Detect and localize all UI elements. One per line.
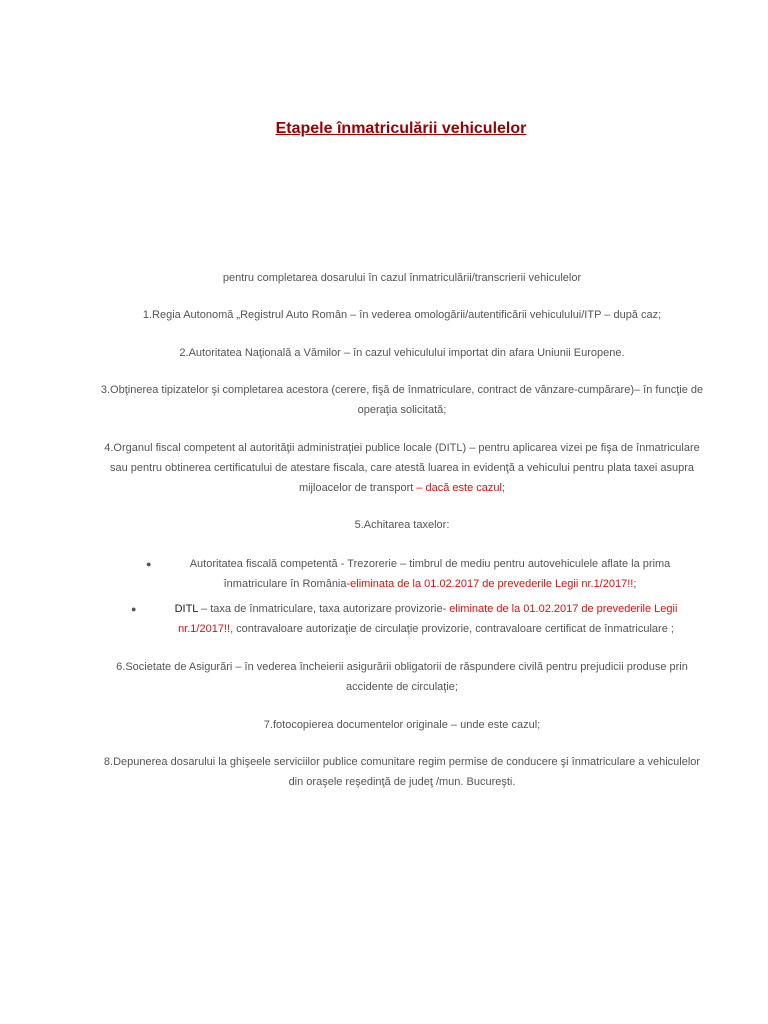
bullet-2-body: – taxa de înmatriculare, taxa autorizare provizorie- [198,603,450,615]
bullet-2-note: eliminate de la 01.02.2017 de prevederile Legii nr.1/2017!! [178,603,678,635]
step-4-text: 4.Organul fiscal competent al autorităţii administraţiei publice locale (DITL) – pentru aplicarea vizei pe fişa de înmatriculare sau pentru obtinerea certificatului de atestare fiscala, care atestă luarea in evidenţă a vehicului pentru plata taxei asupra mijloacelor de transport [104,442,700,494]
bullet-1-text [160,554,700,594]
intro-text: pentru completarea dosarului în cazul înmatriculării/transcrierii vehiculelor [222,272,582,284]
step-4-note: – dacă este cazul [413,482,502,494]
bullet-icon: ● [146,559,152,569]
page-title: Etapele înmatriculării vehiculelor [275,120,527,137]
bullet-2-text [146,599,706,639]
step-8: 8.Depunerea dosarului la ghişeele serviciilor publice comunitare regim permise de conducere şi înmatriculare a vehiculelor din oraşele reşedinţă de judeţ /mun. Bucureşti. [103,756,701,788]
step-4-end: ; [501,482,506,494]
bullet-2-end: , contravaloare autorizaţie de circulaţie provizorie, contravaloare certificat de înmatriculare ; [230,623,674,635]
step-6: 6.Societate de Asigurări – în vederea încheierii asigurării obligatorii de răspundere civilă pentru prejudicii produse prin accidente de circulaţie; [116,661,688,693]
step-2: 2.Autoritatea Naţională a Vămilor – în cazul vehiculului importat din afara Uniunii Europene. [179,347,625,359]
step-5: 5.Achitarea taxelor: [354,519,450,531]
bullet-1-body: Autoritatea fiscală competentă - Trezorerie – timbrul de mediu pentru autovehiculele aflate la prima înmatriculare în România- [189,558,671,590]
bullet-1-end: ; [633,578,637,590]
bullet-icon: ● [131,604,137,614]
step-3: 3.Obţinerea tipizatelor şi completarea acestora (cerere, fişă de înmatriculare, contract de vânzare-cumpărare)– în funcţie de operaţia solicitată; [100,384,704,416]
bullet-2-label: DITL [174,603,199,615]
step-4 [96,438,708,498]
step-1: 1.Regia Autonomă „Registrul Auto Român – în vederea omologării/autentificării vehiculului/ITP – după caz; [142,309,662,321]
bullet-1-note: eliminata de la 01.02.2017 de prevederile Legii nr.1/2017!! [350,578,634,590]
step-7: 7.fotocopierea documentelor originale – unde este cazul; [263,719,541,731]
